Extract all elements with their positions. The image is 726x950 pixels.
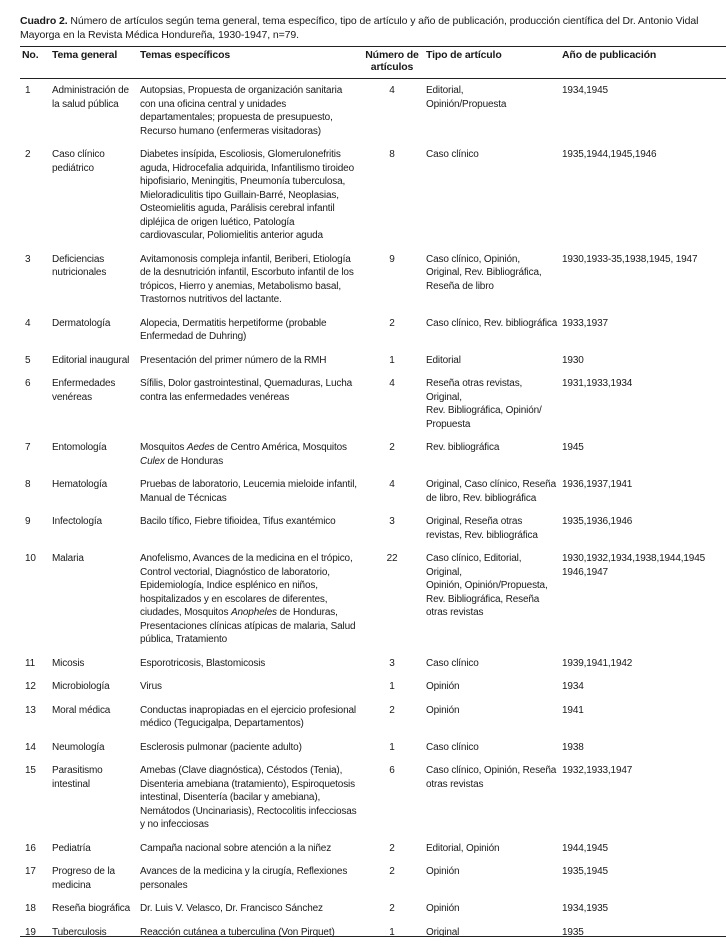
header-temas-especificos: Temas específicos [140,49,231,61]
cell-numero-articulos: 8 [389,149,395,160]
cell-no: 5 [25,354,31,366]
cell-numero-articulos: 3 [389,657,395,669]
cell-no: 14 [25,741,36,753]
cell-no: 17 [25,866,36,877]
cell-no: 8 [25,479,31,490]
cell-ano-publicacion: 1930,1932,1934,1938,1944,1945 1946,1947 [562,553,706,578]
table-row [20,700,726,737]
table-caption [20,15,720,42]
table-row [20,737,726,761]
cell-numero-articulos: 2 [389,903,395,914]
articles-table [20,47,726,945]
cell-numero-articulos: 2 [389,842,395,854]
cell-ano-publicacion: 1936,1937,1941 [562,479,633,490]
cell-tema-general: Progreso de la medicina [52,866,115,891]
cell-tipo-articulo: Opinión [426,704,460,716]
cell-tema-general: Tuberculosis [52,926,107,938]
cell-numero-articulos: 2 [389,317,395,329]
caption-label: Cuadro 2. [20,15,68,27]
cell-temas-especificos: Conductas inapropiadas en el ejercicio profesional médico (Tegucigalpa, Departamentos) [140,704,356,729]
cell-ano-publicacion: 1939,1941,1942 [562,657,633,669]
cell-temas-especificos: Esclerosis pulmonar (paciente adulto) [140,741,302,753]
cell-no: 19 [25,926,36,938]
cell-tema-general: Pediatría [52,842,91,854]
cell-tipo-articulo: Editorial [426,354,461,366]
cell-tipo-articulo: Editorial, Opinión [426,842,500,854]
cell-no: 10 [25,553,36,564]
cell-no: 12 [25,681,36,692]
cell-numero-articulos: 2 [389,704,395,716]
cell-temas-especificos: Campaña nacional sobre atención a la niñez [140,842,332,854]
header-tipo-articulo: Tipo de artículo [426,49,502,61]
table-row [20,898,726,922]
table-row [20,653,726,677]
cell-tipo-articulo: Reseña otras revistas, Original, Rev. Bibliográfica, Opinión/ Propuesta [426,378,542,430]
cell-numero-articulos: 3 [389,516,395,527]
cell-ano-publicacion: 1938 [562,741,584,753]
cell-tema-general: Deficiencias nutricionales [52,253,107,278]
cell-temas-especificos: Alopecia, Dermatitis herpetiforme (probable Enfermedad de Duhring) [140,317,327,342]
cell-numero-articulos: 22 [386,553,398,564]
table-row [20,474,726,511]
cell-tema-general: Administración de la salud pública [52,85,129,110]
cell-ano-publicacion: 1934 [562,681,584,692]
cell-numero-articulos: 4 [389,85,395,96]
cell-tipo-articulo: Caso clínico, Opinión, Original, Rev. Bibliográfica, Reseña de libro [426,253,542,292]
cell-ano-publicacion: 1941 [562,704,584,716]
genus-name: Culex [140,455,165,467]
cell-tema-general: Dermatología [52,317,111,329]
cell-temas-especificos: Esporotricosis, Blastomicosis [140,657,266,669]
cell-tema-general: Hematología [52,479,108,490]
cell-ano-publicacion: 1934,1945 [562,85,608,96]
cell-no: 1 [25,85,31,96]
cell-temas-especificos: Avitamonosis compleja infantil, Beriberi, Etiología de la desnutrición infantil, Escorbuto infantil de los trópicos, Hierro y anemias, Metabolismo basal, Trastornos nutritivos del lactante. [140,253,354,305]
cell-no: 9 [25,516,31,527]
cell-tema-general: Moral médica [52,704,111,716]
cell-ano-publicacion: 1932,1933,1947 [562,765,633,776]
cell-tema-general: Micosis [52,657,85,669]
cell-ano-publicacion: 1935,1944,1945,1946 [562,149,657,160]
cell-no: 11 [25,657,36,669]
cell-numero-articulos: 1 [389,926,395,938]
cell-tema-general: Editorial inaugural [52,354,130,366]
cell-no: 4 [25,317,31,329]
cell-no: 2 [25,149,31,160]
cell-tema-general: Malaria [52,553,84,564]
cell-tema-general: Enfermedades venéreas [52,378,116,403]
caption-text: Número de artículos según tema general, tema específico, tipo de artículo y año de publicación, producción científica del Dr. Antonio Vidal Mayorga en la Revista Médica Hondureña, 1930-1947, n=79. [20,15,699,41]
header-tema-general: Tema general [52,49,118,61]
cell-temas-especificos: Pruebas de laboratorio, Leucemia mieloide infantil, Manual de Técnicas [140,479,357,504]
table-row [20,676,726,700]
table-row [20,861,726,898]
table-row [20,838,726,862]
cell-tema-general: Parasitismo intestinal [52,765,103,790]
cell-numero-articulos: 2 [389,866,395,877]
table-row [20,144,726,249]
cell-ano-publicacion: 1933,1937 [562,317,608,329]
table-row [20,511,726,548]
cell-ano-publicacion: 1931,1933,1934 [562,378,633,389]
cell-numero-articulos: 4 [389,378,395,389]
cell-temas-especificos: Presentación del primer número de la RMH [140,354,327,366]
cell-tipo-articulo: Caso clínico, Editorial, Original, Opinión, Opinión/Propuesta, Rev. Bibliográfica, Reseña otras revistas [426,553,548,618]
cell-no: 7 [25,442,31,453]
cell-numero-articulos: 1 [389,681,395,692]
table-header-row [20,47,726,78]
cell-temas-especificos: Mosquitos Aedes de Centro América, Mosquitos Culex de Honduras [140,442,347,467]
cell-temas-especificos: Autopsias, Propuesta de organización sanitaria con una oficina central y unidades departamentales; propuesta de presupuesto, Recurso humano (enfermeras visitadoras) [140,85,343,137]
table-body [20,78,726,945]
cell-ano-publicacion: 1935,1936,1946 [562,516,633,527]
cell-tipo-articulo: Caso clínico, Opinión, Reseña otras revistas [426,765,557,790]
cell-temas-especificos: Virus [140,681,162,692]
cell-numero-articulos: 6 [389,765,395,776]
table-row [20,313,726,350]
cell-tipo-articulo: Rev. bibliográfica [426,442,500,453]
table-row [20,78,726,144]
cell-tipo-articulo: Caso clínico [426,657,479,669]
cell-tema-general: Entomología [52,442,107,453]
cell-numero-articulos: 2 [389,442,395,453]
header-numero-articulos: Número de artículos [365,49,419,73]
cell-no: 6 [25,378,31,389]
cell-tipo-articulo: Caso clínico, Rev. bibliográfica [426,317,558,329]
cell-tipo-articulo: Original [426,926,460,938]
cell-tema-general: Caso clínico pediátrico [52,149,105,174]
cell-temas-especificos: Anofelismo, Avances de la medicina en el trópico, Control vectorial, Diagnóstico de laboratorio, Epidemiología, Indice esplénico en niños, hospitalizados y en escolares de diferentes, ciudades, Mosquitos Anopheles de Honduras, Presentaciones clínicas atípicas de malaria, Salud pública, Tratamiento [140,553,356,645]
cell-tema-general: Reseña biográfica [52,903,131,914]
table-row [20,350,726,374]
cell-numero-articulos: 1 [389,354,395,366]
cell-ano-publicacion: 1930,1933-35,1938,1945, 1947 [562,253,698,265]
cell-tema-general: Infectología [52,516,102,527]
cell-ano-publicacion: 1934,1935 [562,903,608,914]
genus-name: Anopheles [230,607,277,618]
cell-temas-especificos: Avances de la medicina y la cirugía, Reflexiones personales [140,866,348,891]
table-row [20,249,726,313]
cell-ano-publicacion: 1944,1945 [562,842,608,854]
cell-tipo-articulo: Opinión [426,866,460,877]
cell-no: 13 [25,704,36,716]
cell-no: 16 [25,842,36,854]
cell-tipo-articulo: Original, Reseña otras revistas, Rev. bibliográfica [426,516,538,541]
cell-no: 15 [25,765,36,776]
cell-tema-general: Microbiología [52,681,110,692]
cell-temas-especificos: Sífilis, Dolor gastrointestinal, Quemaduras, Lucha contra las enfermedades venéreas [140,378,353,403]
cell-temas-especificos: Amebas (Clave diagnóstica), Céstodos (Tenia), Disenteria amebiana (tratamiento), Espiroquetosis intestinal, Disentería (bacilar y amebiana), Nemátodos (Uncinariasis), Rectocolitis infecciosas y no infecciosas [140,765,357,830]
cell-ano-publicacion: 1930 [562,354,584,366]
cell-numero-articulos: 4 [389,479,395,490]
cell-temas-especificos: Diabetes insípida, Escoliosis, Glomerulonefritis aguda, Hidrocefalia adquirida, Infantilismo tiroideo hipofisiario, Meningitis, Pneumonía tuberculosa, Mieloradiculitis tipo Guillain-Barré, Neoplasias, Osteomielitis aguda, Parálisis cerebral infantil dipléjica de origen luético, Patología cardiovascular, Poliomielitis anterior aguda [140,149,354,241]
table-row [20,922,726,946]
cell-tipo-articulo: Opinión [426,903,460,914]
genus-name: Aedes [186,442,215,453]
table-row [20,437,726,474]
cell-numero-articulos: 1 [389,741,395,753]
cell-numero-articulos: 9 [389,253,395,265]
cell-ano-publicacion: 1935,1945 [562,866,608,877]
cell-ano-publicacion: 1935 [562,926,584,938]
cell-no: 18 [25,903,36,914]
cell-tipo-articulo: Caso clínico [426,149,479,160]
table-row [20,760,726,838]
cell-temas-especificos: Reacción cutánea a tuberculina (Von Pirquet) [140,926,335,938]
cell-tema-general: Neumología [52,741,105,753]
table-row [20,548,726,653]
cell-temas-especificos: Dr. Luis V. Velasco, Dr. Francisco Sánchez [140,903,323,914]
cell-tipo-articulo: Editorial, Opinión/Propuesta [426,85,507,110]
cell-ano-publicacion: 1945 [562,442,584,453]
cell-tipo-articulo: Original, Caso clínico, Reseña de libro, Rev. bibliográfica [426,479,557,504]
header-no: No. [22,49,39,61]
cell-temas-especificos: Bacilo tífico, Fiebre tifioidea, Tifus exantémico [140,516,336,527]
cell-no: 3 [25,253,31,265]
cell-tipo-articulo: Opinión [426,681,460,692]
cell-tipo-articulo: Caso clínico [426,741,479,753]
header-ano-publicacion: Año de publicación [562,49,657,61]
table-row [20,373,726,437]
